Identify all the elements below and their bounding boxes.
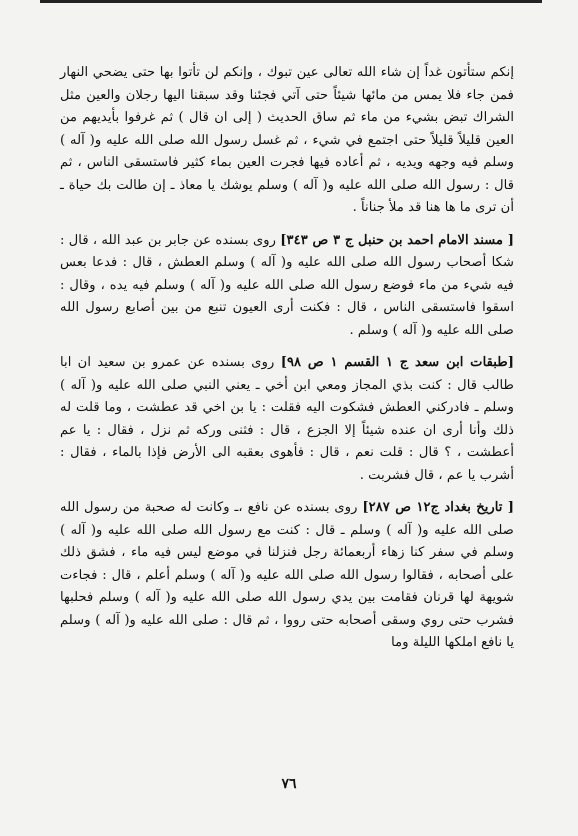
citation-source: [طبقات ابن سعد ج ١ القسم ١ ص ٩٨] [280,355,515,370]
paragraph-4 [60,497,514,655]
page-number: ٧٦ [281,776,297,792]
page-body [60,62,514,756]
citation-source: [ مسند الامام احمد بن حنبل ج ٣ ص ٣٤٣] [280,232,514,248]
paragraph-3 [60,352,514,487]
paragraph-text: روى بسنده عن نافع ،ـ وكانت له صحبة من رسول الله صلى الله عليه و( آله ) وسلم ـ قال : كنت مع رسول الله صلى الله عليه و( آله ) وسلم في سفر كنا زهاء أربعمائة رجل فنزلنا في موضع ليس فيه ماء ، فشق ذلك على أصحابه ، فقالوا رسول الله صلى الله عليه و( آله ) وسلم أعلم ، قال : فجاءت شويهة لها قرنان فقامت بين يدي رسول الله صلى الله عليه و( آله ) وسلم فحلبها فشرب حتى روي وسقى أصحابه حتى رووا ، ثم قال : صلى الله عليه و( آله ) وسلم يا نافع املكها الليلة وما [60,500,514,650]
header-rule [40,0,542,3]
paragraph-text: روى بسنده عن جابر بن عبد الله ، قال : شكا أصحاب رسول الله صلى الله عليه و( آله ) وسلم العطش ، قال : فدعا بعس فيه شيء من ماء فوضع رسول الله صلى الله عليه و( آله ) وسلم فيه يده ، وقال : اسقوا فاستسقى الناس ، قال : فكنت أرى العيون تنبع من بين أصابع رسول الله صلى الله عليه و( آله ) وسلم . [60,232,514,338]
paragraph-2 [60,230,514,343]
paragraph-text: إنكم ستأتون غداً إن شاء الله تعالى عين تبوك ، وإنكم لن تأتوا بها حتى يضحي النهار فمن جاء فلا يمس من مائها شيئاً حتى آتي فجئنا وقد سبقنا اليها رجلان والعين مثل الشراك تبض بشيء من ماء ثم ساق الحديث ( إلى ان قال ) ثم غرفوا بأيديهم من العين قليلاً قليلاً حتى اجتمع في شيء ، ثم غسل رسول الله صلى الله عليه و( آله ) وسلم فيه وجهه ويديه ، ثم أعاده فيها فجرت العين بماء كثير فاستسقى الناس ، ثم قال : رسول الله صلى الله عليه و( آله ) وسلم يوشك يا معاذ ـ إن طالت بك حياة ـ أن ترى ما ها هنا قد ملأ جناناً . [60,65,514,215]
paragraph-1 [60,62,514,220]
citation-source: [ تاريخ بغداد ج١٢ ص ٢٨٧] [362,500,514,515]
paragraph-text: روى بسنده عن عمرو بن سعيد ان ابا طالب قال : كنت بذي المجاز ومعي ابن أخي ـ يعني النبي صلى الله عليه و( آله ) وسلم ـ فادركني العطش فشكوت اليه فقلت : يا بن اخي قد عطشت ، وما قلت له ذلك وأنا أرى ان عنده شيئاً إلا الجزع ، قال : فثنى وركه ثم نزل ، فقال : يا عم أعطشت ، ؟ قال : قلت نعم ، قال : فأهوى بعقبه الى الأرض فإذا بالماء ، فقال : أشرب يا عم ، قال فشربت . [60,355,514,483]
